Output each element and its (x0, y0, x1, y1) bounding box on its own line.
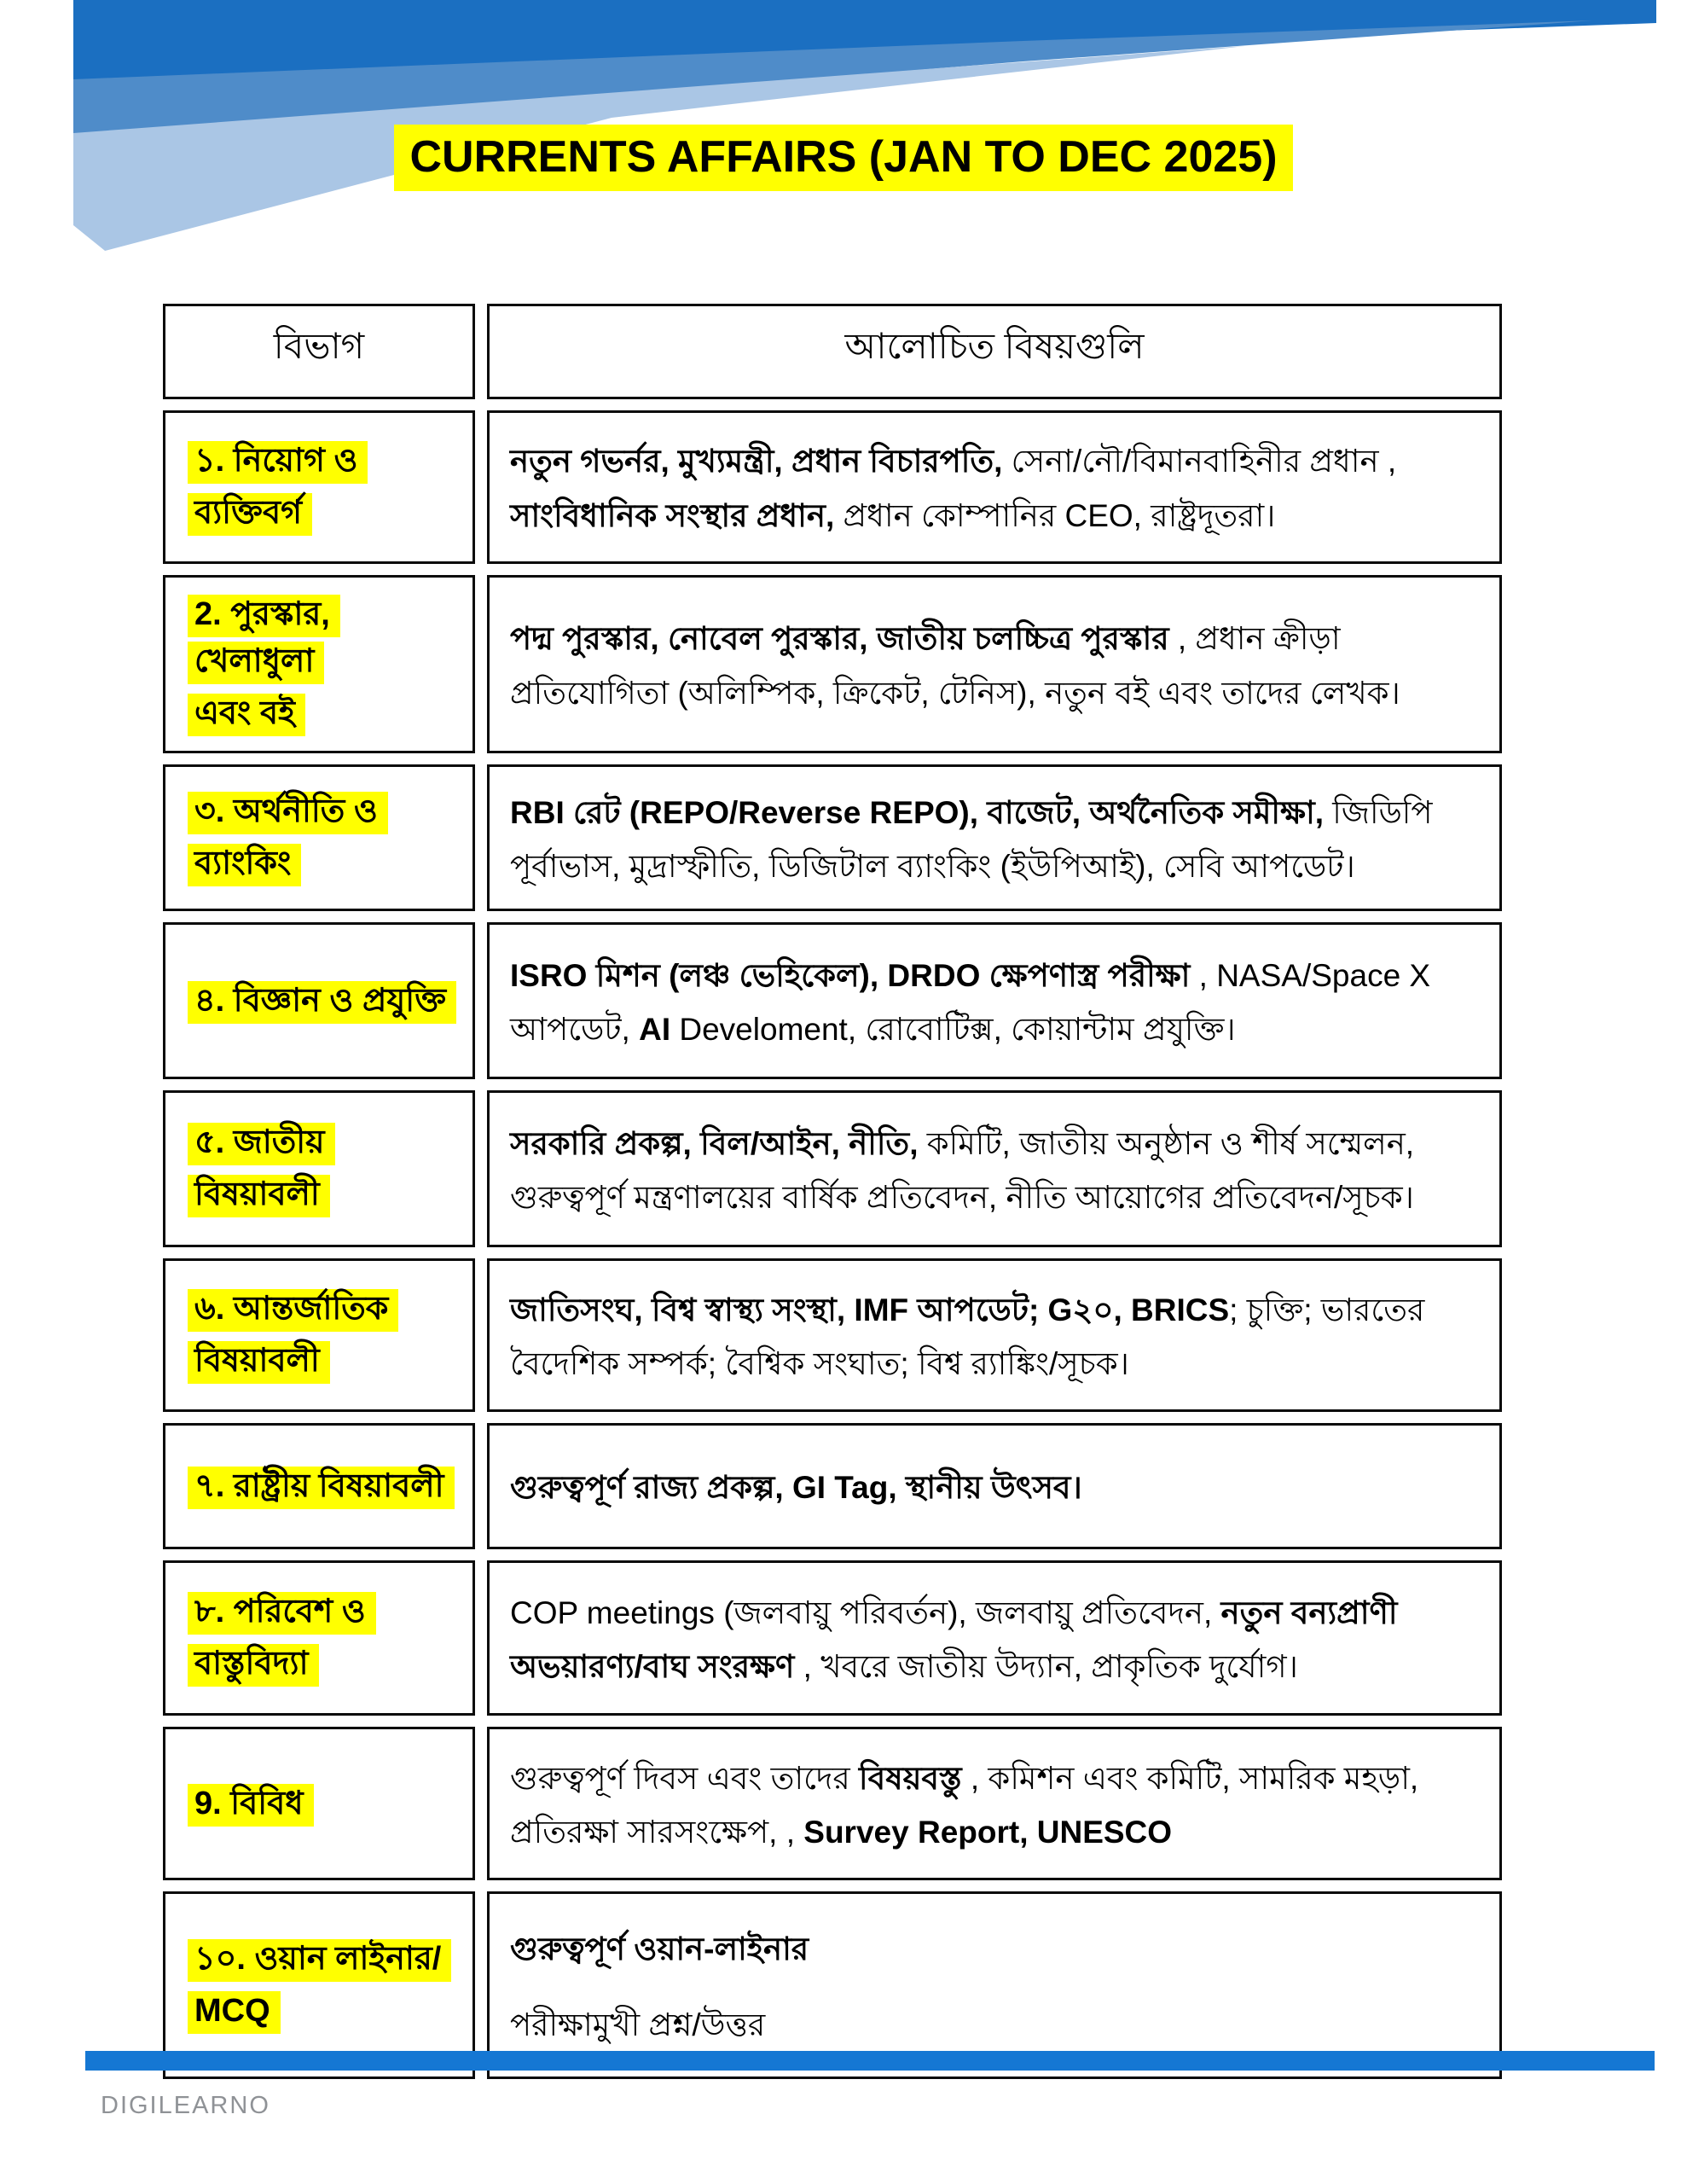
category-line: ৬. আন্তর্জাতিক (188, 1286, 464, 1333)
topics-cell (487, 922, 1502, 1079)
category-line: ১০. ওয়ান লাইনার/ (188, 1936, 464, 1983)
category-cell (163, 575, 475, 753)
table-row (163, 1727, 1502, 1880)
category-line: ব্যাংকিং (188, 840, 464, 887)
topics-table (151, 293, 1514, 2090)
topics-cell (487, 1560, 1502, 1716)
table-row (163, 1258, 1502, 1412)
topics-paragraph: পদ্ম পুরস্কার, নোবেল পুরস্কার, জাতীয় চলচ্চিত্র পুরস্কার , প্রধান ক্রীড়া প্রতিযোগিতা (অলিম্পিক, ক্রিকেট, টেনিস), নতুন বই এবং তাদের লেখক। (510, 621, 1400, 711)
col-topics-header: আলোচিত বিষয়গুলি (487, 304, 1502, 399)
category-line: এবং বই (188, 690, 464, 737)
page-title (0, 125, 1687, 191)
table-row (163, 764, 1502, 911)
category-line: বিষয়াবলী (188, 1338, 464, 1385)
category-cell (163, 922, 475, 1079)
category-line: ১. নিয়োগ ও (188, 438, 464, 485)
table-header-row (163, 304, 1502, 399)
category-line: ৪. বিজ্ঞান ও প্রযুক্তি (188, 978, 464, 1025)
category-line: 2. পুরস্কার, খেলাধুলা (188, 591, 464, 685)
topics-paragraph: ISRO মিশন (লঞ্চ ভেহিকেল), DRDO ক্ষেপণাস্ত্র পরীক্ষা , NASA/Space X আপডেট, AI Develoment, রোবোটিক্স, কোয়ান্টাম প্রযুক্তি। (510, 957, 1431, 1048)
page-title-highlight: CURRENTS AFFAIRS (JAN TO DEC 2025) (394, 125, 1292, 191)
category-line: ব্যক্তিবর্গ (188, 490, 464, 537)
topics-cell (487, 410, 1502, 564)
category-cell (163, 764, 475, 911)
table-row (163, 1560, 1502, 1716)
table-row (163, 1090, 1502, 1247)
category-cell (163, 1090, 475, 1247)
topics-cell (487, 575, 1502, 753)
category-cell (163, 410, 475, 564)
category-cell (163, 1560, 475, 1716)
category-line: ৭. রাষ্ট্রীয় বিষয়াবলী (188, 1463, 464, 1510)
table-row (163, 1423, 1502, 1549)
topics-cell (487, 1090, 1502, 1247)
category-line: ৮. পরিবেশ ও (188, 1589, 464, 1635)
topics-cell (487, 764, 1502, 911)
category-line: বাস্তুবিদ্যা (188, 1641, 464, 1687)
category-line: 9. বিবিধ (188, 1780, 464, 1827)
topics-paragraph: পরীক্ষামুখী প্রশ্ন/উত্তর (510, 2007, 766, 2043)
topics-paragraph: গুরুত্বপূর্ণ দিবস এবং তাদের বিষয়বস্তু , কমিশন এবং কমিটি, সামরিক মহড়া, প্রতিরক্ষা সারসংক্ষেপ, , Survey Report, UNESCO (510, 1760, 1419, 1850)
topics-paragraph: RBI রেট (REPO/Reverse REPO), বাজেট, অর্থনৈতিক সমীক্ষা, জিডিপি পূর্বাভাস, মুদ্রাস্ফীতি, ডিজিটাল ব্যাংকিং (ইউপিআই), সেবি আপডেট। (510, 794, 1433, 885)
footer-divider-bar (85, 2051, 1655, 2071)
topics-paragraph: গুরুত্বপূর্ণ রাজ্য প্রকল্প, GI Tag, স্থানীয় উৎসব। (510, 1470, 1082, 1506)
category-line: ৩. অর্থনীতি ও (188, 788, 464, 835)
category-line: বিষয়াবলী (188, 1171, 464, 1218)
topics-paragraph: গুরুত্বপূর্ণ ওয়ান-লাইনার (510, 1931, 809, 1966)
topics-paragraph: COP meetings (জলবায়ু পরিবর্তন), জলবায়ু প্রতিবেদন, নতুন বন্যপ্রাণী অভয়ারণ্য/বাঘ সংরক্ষণ , খবরে জাতীয় উদ্যান, প্রাকৃতিক দুর্যোগ। (510, 1594, 1398, 1685)
topics-cell (487, 1423, 1502, 1549)
category-cell (163, 1727, 475, 1880)
topics-cell (487, 1727, 1502, 1880)
category-cell (163, 1258, 475, 1412)
topics-paragraph: জাতিসংঘ, বিশ্ব স্বাস্থ্য সংস্থা, IMF আপডেট; G২০, BRICS; চুক্তি; ভারতের বৈদেশিক সম্পর্ক; বৈশ্বিক সংঘাত; বিশ্ব র‍্যাঙ্কিং/সূচক। (510, 1292, 1425, 1382)
table-row (163, 410, 1502, 564)
table-row (163, 922, 1502, 1079)
category-line: ৫. জাতীয় (188, 1119, 464, 1166)
col-category-header: বিভাগ (163, 304, 475, 399)
topics-paragraph: সরকারি প্রকল্প, বিল/আইন, নীতি, কমিটি, জাতীয় অনুষ্ঠান ও শীর্ষ সম্মেলন, গুরুত্বপূর্ণ মন্ত্রণালয়ের বার্ষিক প্রতিবেদন, নীতি আয়োগের প্রতিবেদন/সূচক। (510, 1125, 1415, 1216)
table-row (163, 575, 1502, 753)
topics-paragraph: নতুন গভর্নর, মুখ্যমন্ত্রী, প্রধান বিচারপতি, সেনা/নৌ/বিমানবাহিনীর প্রধান , সাংবিধানিক সংস্থার প্রধান, প্রধান কোম্পানির CEO, রাষ্ট্রদূতরা। (510, 444, 1397, 533)
topics-cell (487, 1258, 1502, 1412)
brand-text: DIGILEARNO (101, 2092, 270, 2119)
category-line: MCQ (188, 1988, 464, 2035)
category-cell (163, 1423, 475, 1549)
